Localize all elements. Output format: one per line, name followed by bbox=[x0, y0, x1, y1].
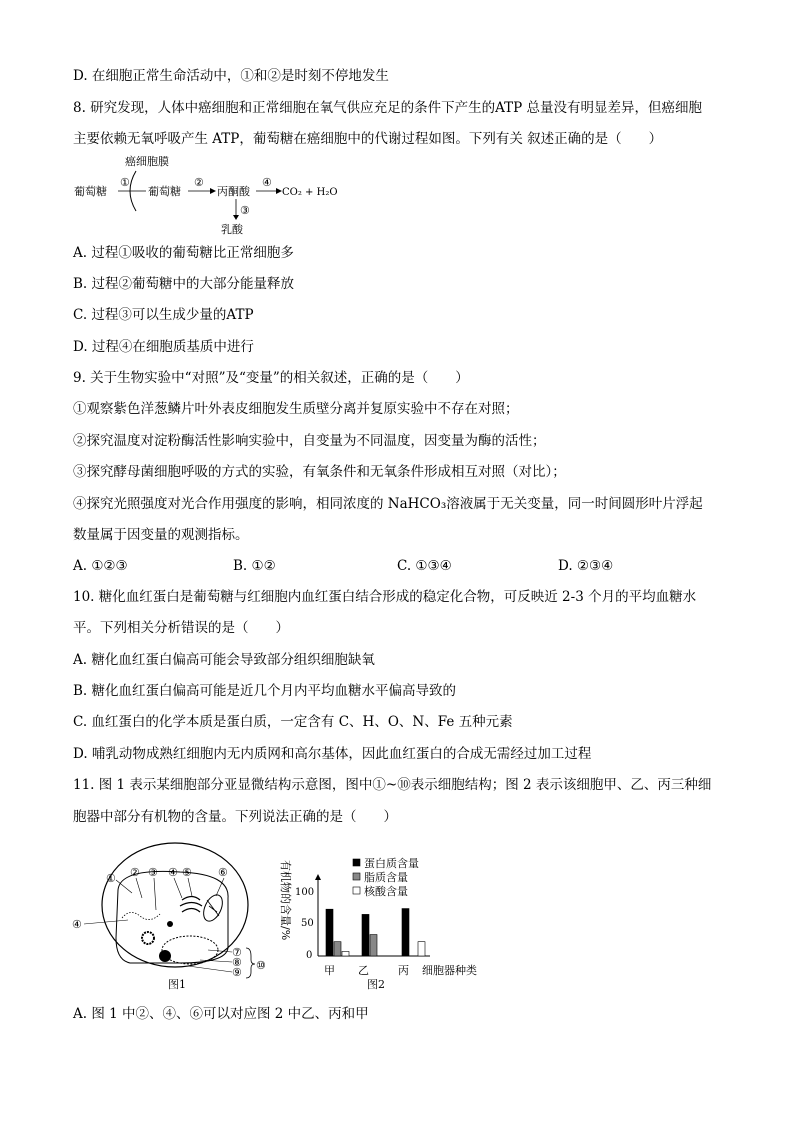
q9-stem: 9. 关于生物实验中“对照”及“变量”的相关叙述，正确的是（ ） bbox=[73, 370, 469, 386]
step3-label: ③ bbox=[240, 204, 250, 217]
nucleolus bbox=[159, 950, 171, 962]
mitochondrion-cristae bbox=[207, 900, 219, 916]
fig1-label-9: ⑨ bbox=[232, 966, 242, 979]
fig1-label-4: ④ bbox=[168, 866, 178, 879]
figure2-bar-chart bbox=[279, 856, 477, 991]
fig1-label-3: ③ bbox=[148, 866, 158, 879]
co2-h2o: CO₂ + H₂O bbox=[282, 187, 338, 198]
pyruvate: 丙酮酸 bbox=[217, 185, 250, 198]
arrow3-head bbox=[233, 215, 239, 220]
fig1-label-5: ⑤ bbox=[182, 866, 192, 879]
endoplasmic-reticulum bbox=[122, 912, 160, 919]
q9-option-a: A. ①②③ bbox=[73, 558, 128, 574]
y-axis-label: 有机物的含量/% bbox=[279, 860, 292, 941]
bar-甲-蛋白质含量 bbox=[326, 909, 333, 956]
q11-option-a: A. 图 1 中②、④、⑥可以对应图 2 中乙、丙和甲 bbox=[73, 1006, 369, 1022]
y-tick-100: 100 bbox=[295, 887, 315, 898]
bar-丙-核酸含量 bbox=[418, 942, 425, 956]
bar-乙-蛋白质含量 bbox=[362, 914, 369, 956]
q9-statement-2: ②探究温度对淀粉酶活性影响实验中，自变量为不同温度，因变量为酶的活性； bbox=[73, 433, 546, 449]
fig1-label-10: ⑩ bbox=[256, 959, 266, 972]
q10-option-d: D. 哺乳动物成熟红细胞内无内质网和高尔基体，因此血红蛋白的合成无需经过加工过程 bbox=[73, 746, 592, 762]
bar-甲-核酸含量 bbox=[342, 951, 349, 956]
q9-option-c: C. ①③④ bbox=[397, 558, 452, 574]
q9-statement-4-line2: 数量属于因变量的观测指标。 bbox=[73, 527, 249, 543]
legend-protein: 蛋白质含量 bbox=[364, 857, 419, 870]
x-category-jia: 甲 bbox=[324, 964, 335, 977]
q10-stem-line1: 10. 糖化血红蛋白是葡萄糖与红细胞内血红蛋白结合形成的稳定化合物，可反映近 2-3 个月的平均血糖水 bbox=[73, 589, 697, 605]
glucose-inside: 葡萄糖 bbox=[148, 185, 181, 198]
q8-stem-line1: 8. 研究发现，人体中癌细胞和正常细胞在氧气供应充足的条件下产生的ATP 总量没有明显差异，但癌细胞 bbox=[73, 100, 703, 116]
q11-stem-line2: 胞器中部分有机物的含量。下列说法正确的是（ ） bbox=[73, 809, 397, 825]
bar-丙-蛋白质含量 bbox=[402, 909, 409, 956]
fig1-label-4-left: ④ bbox=[72, 918, 82, 931]
q8-option-c: C. 过程③可以生成少量的ATP bbox=[73, 307, 254, 323]
q10-option-c: C. 血红蛋白的化学本质是蛋白质，一定含有 C、H、O、N、Fe 五种元素 bbox=[73, 714, 513, 730]
y-axis-arrow bbox=[315, 874, 321, 880]
q11-stem-line1: 11. 图 1 表示某细胞部分亚显微结构示意图，图中①~⑩表示细胞结构；图 2 表示该细胞甲、乙、丙三种细 bbox=[73, 777, 712, 793]
cell-outline bbox=[102, 843, 248, 967]
step4-label: ④ bbox=[262, 176, 272, 189]
q11-figures bbox=[70, 838, 510, 998]
legend-swatch-nucleic bbox=[353, 887, 360, 894]
fig1-brace bbox=[246, 948, 255, 978]
x-category-yi: 乙 bbox=[358, 964, 369, 977]
q9-statement-3: ③探究酵母菌细胞呼吸的方式的实验，有氧条件和无氧条件形成相互对照（对比）； bbox=[73, 464, 566, 480]
q9-statement-1: ①观察紫色洋葱鳞片叶外表皮细胞发生质壁分离并复原实验中不存在对照； bbox=[73, 401, 519, 417]
bar-甲-脂质含量 bbox=[334, 942, 341, 956]
legend-lipid: 脂质含量 bbox=[364, 871, 408, 884]
q10-option-a: A. 糖化血红蛋白偏高可能会导致部分组织细胞缺氧 bbox=[73, 652, 375, 668]
legend-swatch-protein bbox=[353, 859, 360, 866]
legend-nucleic: 核酸含量 bbox=[364, 885, 408, 898]
ribosome-cluster bbox=[167, 921, 173, 927]
q9-option-d: D. ②③④ bbox=[558, 558, 614, 574]
bar-乙-脂质含量 bbox=[370, 935, 377, 956]
q8-stem-line2: 主要依赖无氧呼吸产生 ATP，葡萄糖在癌细胞中的代谢过程如图。下列有关 叙述正确的是（ ） bbox=[73, 131, 663, 147]
q9-option-b: B. ①② bbox=[233, 558, 276, 574]
fig1-caption: 图1 bbox=[168, 978, 186, 991]
arrow2-head bbox=[210, 188, 216, 194]
fig1-label-1: ① bbox=[106, 872, 116, 885]
lactate: 乳酸 bbox=[221, 223, 243, 236]
membrane-label: 癌细胞膜 bbox=[125, 155, 169, 168]
x-axis-label: 细胞器种类 bbox=[422, 964, 477, 977]
fig1-label-6: ⑥ bbox=[218, 866, 228, 879]
q8-option-d: D. 过程④在细胞质基质中进行 bbox=[73, 339, 254, 355]
cell-membrane-inner bbox=[116, 871, 228, 963]
q8-option-a: A. 过程①吸收的葡萄糖比正常细胞多 bbox=[73, 245, 294, 261]
q8-option-b: B. 过程②葡萄糖中的大部分能量释放 bbox=[73, 276, 295, 292]
q9-statement-4-line1: ④探究光照强度对光合作用强度的影响，相同浓度的 NaHCO₃溶液属于无关变量，同一时间圆形叶片浮起 bbox=[73, 496, 703, 512]
step2-label: ② bbox=[194, 176, 204, 189]
y-tick-0: 0 bbox=[306, 950, 313, 961]
fig2-caption: 图2 bbox=[367, 978, 385, 991]
legend-swatch-lipid bbox=[353, 873, 360, 880]
fig1-label-7: ⑦ bbox=[232, 946, 242, 959]
x-category-bing: 丙 bbox=[398, 964, 409, 977]
y-tick-50: 50 bbox=[301, 918, 314, 929]
glucose-metabolism-diagram bbox=[70, 153, 370, 238]
glucose-outside: 葡萄糖 bbox=[74, 185, 107, 198]
golgi-body bbox=[180, 897, 202, 913]
fig1-label-2: ② bbox=[130, 866, 140, 879]
q10-stem-line2: 平。下列相关分析错误的是（ ） bbox=[73, 620, 289, 636]
q10-option-b: B. 糖化血红蛋白偏高可能是近几个月内平均血糖水平偏高导致的 bbox=[73, 683, 457, 699]
fig1-label-8: ⑧ bbox=[232, 956, 242, 969]
step1-label: ① bbox=[120, 176, 130, 189]
figure1-cell-diagram bbox=[72, 843, 266, 991]
centrosome bbox=[142, 932, 154, 944]
q7-option-d: D. 在细胞正常生命活动中，①和②是时刻不停地发生 bbox=[73, 68, 389, 84]
